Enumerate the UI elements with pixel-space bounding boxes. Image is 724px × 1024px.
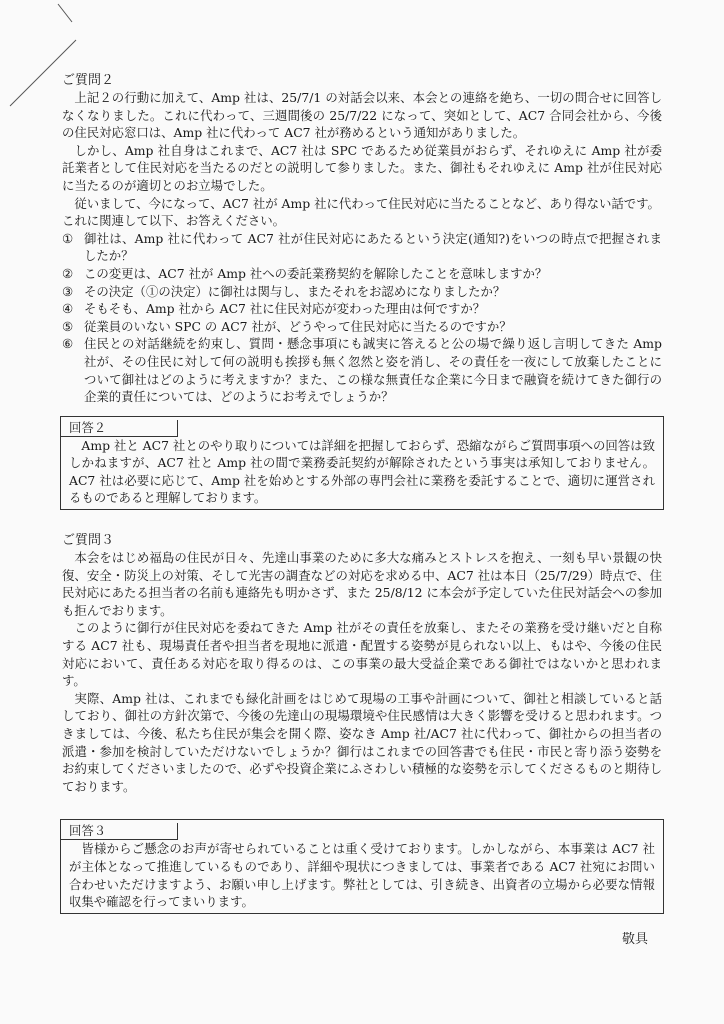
question-2-list (62, 230, 662, 406)
question-item (62, 318, 662, 336)
question-3-paragraph: このように御行が住民対応を委ねてきた Amp 社がその責任を放棄し、またその業務を受け継いだと自称する AC7 社も、現場責任者や担当者を現地に派遣・配置する姿勢が見られない以上、もはや、今後の住民対応において、責任ある対応を取り得るのは、この事業の最大受益企業である御社ではないかと思われます。 (62, 620, 662, 689)
question-3-paragraph: 実際、Amp 社は、これまでも緑化計画をはじめて現場の工事や計画について、御社と相談していると話しており、御社の方針次第で、今後の先達山の現場環境や住民感情は大きく影響を受けると思われます。つきましては、今後、私たち住民が集会を開く際、姿なき Amp 社/AC7 社に代わって、御社からの担当者の派遣・参加を検討していただけないでしょうか？御行はこれまでの回答書でも住民・市民と寄り添う姿勢をお約束してくださいましたので、必ずや投資企業にふさわしい積極的な姿勢を示してくださるものと期待しております。 (62, 690, 662, 794)
question-3-paragraph: 本会をはじめ福島の住民が日々、先達山事業のために多大な痛みとストレスを抱え、一刻も早い景観の快復、安全・防災上の対策、そして光害の調査などの対応を求める中、AC7 社は本日（25/7/29）時点で、住民対応にあたる担当者の名前も連絡先も明かさず、また 25/8/12 に本会が予定していた住民対話会への参加も拒んでおります。 (62, 550, 662, 618)
question-text: この変更は、AC7 社が Amp 社への委託業務契約を解除したことを意味しますか？ (84, 265, 548, 281)
answer-3-label: 回答３ (61, 823, 178, 840)
question-number: ② (62, 265, 74, 281)
question-number: ① (62, 230, 74, 246)
question-2-paragraph: 従いまして、今になって、AC7 社が Amp 社に代わって住民対応に当たることなど、あり得ない話です。 (74, 195, 660, 211)
question-text: その決定（①の決定）に御社は関与し、またそれをお認めになりましたか？ (84, 283, 506, 299)
question-number: ⑥ (62, 336, 74, 352)
question-text: 従業員のいない SPC の AC7 社が、どうやって住民対応に当たるのですか？ (84, 318, 512, 334)
answer-3-box (60, 819, 664, 913)
question-2-intro: これに関連して以下、お答えください。 (62, 213, 286, 229)
question-item (62, 230, 662, 265)
question-item (62, 283, 662, 301)
question-number: ⑤ (62, 318, 74, 334)
question-3-heading: ご質問３ (62, 533, 115, 549)
question-number: ④ (62, 301, 74, 317)
question-text: 住民との対話継続を約束し、質問・懸念事項にも誠実に答えると公の場で繰り返し言明してきた Amp 社が、その住民に対して何の説明も挨拶も無く忽然と姿を消し、その責任を一夜にして放棄したことについて御社はどのように考えますか？また、この様な無責任な企業に今日まで融資を続けてきた御行の企業的責任については、どのようにお考えでしょうか？ (84, 336, 662, 405)
question-2-paragraph: 上記２の行動に加えて、Amp 社は、25/7/1 の対話会以来、本会との連絡を絶ち、一切の問合せに回答しなくなりました。これに代わって、三週間後の 25/7/22 になって、突如として、AC7 合同会社から、今後の住民対応窓口は、Amp 社に代わって AC7 社が務めるという通知がありました。 (62, 90, 662, 141)
answer-3-text: 皆様からご懸念のお声が寄せられていることは重く受けております。しかしながら、本事業は AC7 社が主体となって推進しているものであり、詳細や現状につきましては、事業者である AC7 社宛にお問い合わせいただけますよう、お願い申し上げます。弊社としては、引き続き、出資者の立場から必要な情報収集や確認を行ってまいります。 (69, 841, 655, 910)
question-item (62, 300, 662, 318)
answer-2-box (60, 416, 664, 510)
closing-salutation: 敬具 (621, 932, 648, 947)
question-2-heading: ご質問２ (62, 73, 115, 88)
question-2-paragraph: しかし、Amp 社自身はこれまで、AC7 社は SPC であるため従業員がおらず、それゆえに Amp 社が委託業者として住民対応を当たるのだとの説明して参りました。また、御社もそれゆえに Amp 社が住民対応に当たるのが適切とのお立場でした。 (62, 142, 662, 193)
question-number: ③ (62, 283, 74, 299)
question-text: 御社は、Amp 社に代わって AC7 社が住民対応にあたるという決定(通知?)をいつの時点で把握されましたか？ (84, 230, 662, 264)
question-item (62, 265, 662, 283)
answer-2-text: Amp 社と AC7 社とのやり取りについては詳細を把握しておらず、恐縮ながらご質問事項への回答は致しかねますが、AC7 社と Amp 社の間で業務委託契約が解除されたという事実は承知しておりません。AC7 社は必要に応じて、Amp 社を始めとする外部の専門会社に業務を委託することで、適切に運営されるものであると理解しております。 (69, 437, 655, 506)
document-body (62, 72, 662, 914)
answer-2-label: 回答２ (61, 420, 178, 437)
question-item (62, 335, 662, 405)
question-text: そもそも、Amp 社から AC7 社に住民対応が変わった理由は何ですか？ (84, 301, 486, 317)
